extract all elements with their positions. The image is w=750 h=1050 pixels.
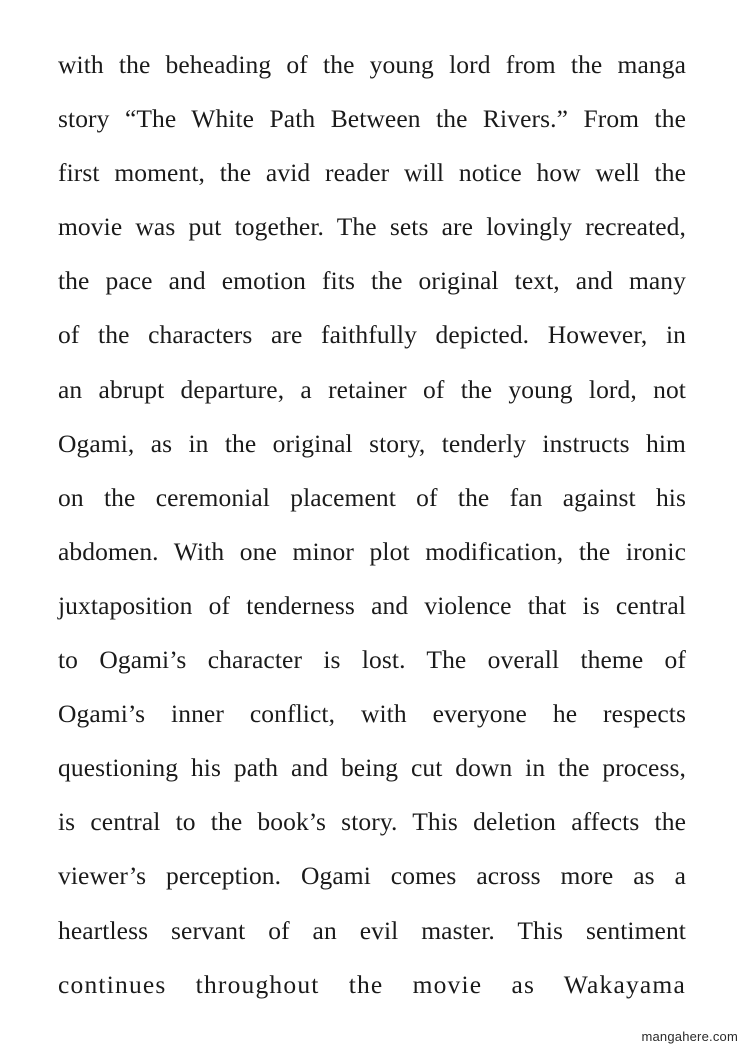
text-line: heartless servant of an evil master. This sentiment: [58, 915, 686, 945]
text-line: juxtaposition of tenderness and violence that is central: [58, 590, 686, 620]
text-line: first moment, the avid reader will notice how well the: [58, 158, 686, 188]
text-line: to Ogami’s character is lost. The overall theme of: [58, 645, 686, 675]
text-line: of the characters are faithfully depicted. However, in: [58, 320, 686, 350]
site-watermark: mangahere.com: [641, 1029, 738, 1044]
text-line: movie was put together. The sets are lovingly recreated,: [58, 212, 686, 242]
body-text: [58, 38, 686, 1012]
text-line: with the beheading of the young lord from the manga: [58, 50, 686, 79]
text-line: story “The White Path Between the Rivers.” From the: [58, 104, 686, 134]
text-line: continues throughout the movie as Wakayama: [58, 969, 686, 999]
text-line: viewer’s perception. Ogami comes across more as a: [58, 861, 686, 891]
text-line: Ogami, as in the original story, tenderly instructs him: [58, 428, 686, 458]
text-line: questioning his path and being cut down in the process,: [58, 753, 686, 783]
text-line: an abrupt departure, a retainer of the young lord, not: [58, 374, 686, 404]
text-line: the pace and emotion fits the original text, and many: [58, 266, 686, 296]
text-line: is central to the book’s story. This deletion affects the: [58, 807, 686, 837]
text-line: on the ceremonial placement of the fan against his: [58, 482, 686, 512]
text-line: abdomen. With one minor plot modification, the ironic: [58, 536, 686, 566]
text-line: Ogami’s inner conflict, with everyone he respects: [58, 699, 686, 729]
